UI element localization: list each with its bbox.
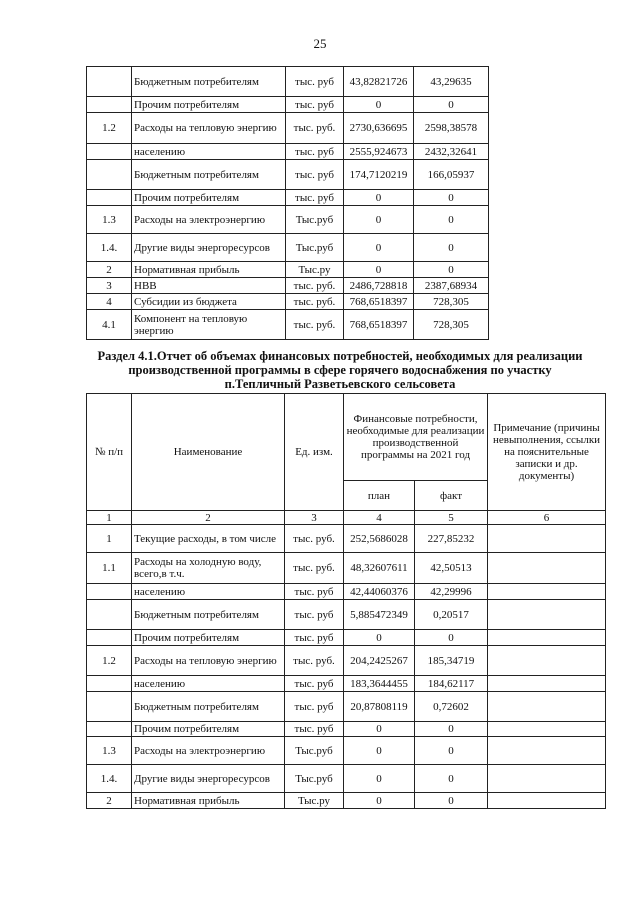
row-name: Расходы на электроэнергию xyxy=(132,206,286,234)
row-name: Другие виды энергоресурсов xyxy=(132,234,286,262)
bottom-financial-table xyxy=(86,393,606,809)
row-name: Нормативная прибыль xyxy=(132,793,285,809)
table-row xyxy=(87,190,489,206)
row-name: Нормативная прибыль xyxy=(132,262,286,278)
row-fact: 0 xyxy=(414,262,489,278)
table-row xyxy=(87,722,606,737)
table-row xyxy=(87,234,489,262)
row-fact: 0 xyxy=(415,765,488,793)
row-unit: тыс. руб xyxy=(286,160,344,190)
header-finance: Финансовые потребности, необходимые для реализации производственной программы на 2021 год xyxy=(344,394,488,481)
row-fact: 0 xyxy=(414,206,489,234)
row-unit: тыс. руб xyxy=(286,97,344,113)
row-unit: тыс. руб xyxy=(285,676,344,692)
row-fact: 227,85232 xyxy=(415,525,488,553)
row-name: населению xyxy=(132,676,285,692)
row-fact: 2432,32641 xyxy=(414,144,489,160)
row-number xyxy=(87,722,132,737)
table-row xyxy=(87,525,606,553)
top-financial-table xyxy=(86,66,489,340)
row-number: 2 xyxy=(87,793,132,809)
row-number xyxy=(87,144,132,160)
row-plan: 0 xyxy=(344,737,415,765)
row-plan: 0 xyxy=(344,722,415,737)
row-number xyxy=(87,630,132,646)
row-name: Текущие расходы, в том числе xyxy=(132,525,285,553)
table-row xyxy=(87,294,489,310)
table-row xyxy=(87,310,489,340)
table-row xyxy=(87,97,489,113)
table-row xyxy=(87,113,489,144)
row-fact: 184,62117 xyxy=(415,676,488,692)
row-note xyxy=(488,600,606,630)
row-name: Расходы на электроэнергию xyxy=(132,737,285,765)
row-note xyxy=(488,676,606,692)
row-fact: 0 xyxy=(415,793,488,809)
row-note xyxy=(488,525,606,553)
row-number xyxy=(87,676,132,692)
table-row xyxy=(87,144,489,160)
row-unit: Тыс.руб xyxy=(286,206,344,234)
row-number: 1.3 xyxy=(87,737,132,765)
row-number xyxy=(87,190,132,206)
row-plan: 252,5686028 xyxy=(344,525,415,553)
row-plan: 20,87808119 xyxy=(344,692,415,722)
row-unit: тыс. руб. xyxy=(285,525,344,553)
row-name: Прочим потребителям xyxy=(132,630,285,646)
row-plan: 0 xyxy=(344,206,414,234)
row-note xyxy=(488,793,606,809)
row-plan: 0 xyxy=(344,793,415,809)
row-name: Прочим потребителям xyxy=(132,190,286,206)
row-plan: 174,7120219 xyxy=(344,160,414,190)
row-number: 2 xyxy=(87,262,132,278)
row-fact: 0 xyxy=(414,234,489,262)
row-fact: 0 xyxy=(415,737,488,765)
row-plan: 183,3644455 xyxy=(344,676,415,692)
row-number: 1.4. xyxy=(87,234,132,262)
row-plan: 0 xyxy=(344,190,414,206)
row-number: 1.4. xyxy=(87,765,132,793)
row-plan: 0 xyxy=(344,262,414,278)
top-table-body xyxy=(87,67,489,340)
table-row xyxy=(87,793,606,809)
row-unit: тыс. руб xyxy=(285,584,344,600)
row-note xyxy=(488,553,606,584)
table-row xyxy=(87,765,606,793)
row-number: 4.1 xyxy=(87,310,132,340)
row-note xyxy=(488,692,606,722)
row-name: Компонент на тепловую энергию xyxy=(132,310,286,340)
row-plan: 0 xyxy=(344,630,415,646)
row-unit: тыс. руб. xyxy=(286,310,344,340)
header-name: Наименование xyxy=(132,394,285,511)
row-plan: 0 xyxy=(344,765,415,793)
row-plan: 5,885472349 xyxy=(344,600,415,630)
column-index-5: 5 xyxy=(415,511,488,525)
row-unit: Тыс.руб xyxy=(285,765,344,793)
table-row xyxy=(87,584,606,600)
row-name: населению xyxy=(132,144,286,160)
row-unit: Тыс.руб xyxy=(286,234,344,262)
column-index-6: 6 xyxy=(488,511,606,525)
table-row xyxy=(87,262,489,278)
row-unit: тыс. руб xyxy=(285,722,344,737)
row-fact: 43,29635 xyxy=(414,67,489,97)
row-unit: тыс. руб xyxy=(286,190,344,206)
row-unit: тыс. руб xyxy=(286,67,344,97)
row-name: Бюджетным потребителям xyxy=(132,600,285,630)
row-number xyxy=(87,97,132,113)
row-name: Расходы на тепловую энергию xyxy=(132,646,285,676)
row-plan: 768,6518397 xyxy=(344,310,414,340)
row-fact: 728,305 xyxy=(414,294,489,310)
row-name: НВВ xyxy=(132,278,286,294)
table-row xyxy=(87,646,606,676)
column-index-1: 1 xyxy=(87,511,132,525)
row-fact: 2598,38578 xyxy=(414,113,489,144)
page-number: 25 xyxy=(313,36,327,51)
row-plan: 42,44060376 xyxy=(344,584,415,600)
row-fact: 166,05937 xyxy=(414,160,489,190)
row-name: Бюджетным потребителям xyxy=(132,160,286,190)
row-number: 4 xyxy=(87,294,132,310)
table-row xyxy=(87,676,606,692)
row-name: населению xyxy=(132,584,285,600)
row-unit: тыс. руб. xyxy=(286,294,344,310)
row-number: 1.1 xyxy=(87,553,132,584)
row-note xyxy=(488,737,606,765)
row-plan: 48,32607611 xyxy=(344,553,415,584)
row-number: 1.2 xyxy=(87,113,132,144)
column-index-2: 2 xyxy=(132,511,285,525)
row-plan: 0 xyxy=(344,97,414,113)
row-fact: 0 xyxy=(414,97,489,113)
table-row xyxy=(87,630,606,646)
row-fact: 0 xyxy=(414,190,489,206)
row-number: 1.3 xyxy=(87,206,132,234)
header-number: № п/п xyxy=(87,394,132,511)
row-unit: Тыс.ру xyxy=(286,262,344,278)
row-note xyxy=(488,630,606,646)
header-plan: план xyxy=(344,481,415,511)
row-plan: 43,82821726 xyxy=(344,67,414,97)
row-number xyxy=(87,67,132,97)
row-name: Другие виды энергоресурсов xyxy=(132,765,285,793)
row-note xyxy=(488,584,606,600)
row-name: Прочим потребителям xyxy=(132,722,285,737)
row-unit: тыс. руб. xyxy=(286,113,344,144)
table-row xyxy=(87,206,489,234)
row-unit: тыс. руб. xyxy=(286,278,344,294)
row-fact: 0 xyxy=(415,630,488,646)
row-plan: 204,2425267 xyxy=(344,646,415,676)
row-name: Прочим потребителям xyxy=(132,97,286,113)
row-fact: 42,50513 xyxy=(415,553,488,584)
table-row xyxy=(87,600,606,630)
row-plan: 768,6518397 xyxy=(344,294,414,310)
row-fact: 42,29996 xyxy=(415,584,488,600)
row-name: Расходы на тепловую энергию xyxy=(132,113,286,144)
table-row xyxy=(87,67,489,97)
row-note xyxy=(488,646,606,676)
row-unit: тыс. руб xyxy=(285,630,344,646)
row-fact: 0,20517 xyxy=(415,600,488,630)
row-number xyxy=(87,584,132,600)
row-number: 1 xyxy=(87,525,132,553)
row-number: 1.2 xyxy=(87,646,132,676)
table-row xyxy=(87,737,606,765)
header-note: Примечание (причины невыполнения, ссылки на пояснительные записки и др. документы) xyxy=(488,394,606,511)
bottom-table-body xyxy=(87,525,606,809)
table-row xyxy=(87,160,489,190)
row-name: Субсидии из бюджета xyxy=(132,294,286,310)
table-row xyxy=(87,692,606,722)
row-fact: 0 xyxy=(415,722,488,737)
column-index-3: 3 xyxy=(285,511,344,525)
section-heading: Раздел 4.1.Отчет об объемах финансовых потребностей, необходимых для реализации производственной программы в сфере горячего водоснабжения по участку п.Тепличный Разветьевского сельсовета xyxy=(97,349,583,391)
table-row xyxy=(87,278,489,294)
row-note xyxy=(488,765,606,793)
row-plan: 2486,728818 xyxy=(344,278,414,294)
row-name: Бюджетным потребителям xyxy=(132,67,286,97)
row-unit: тыс. руб xyxy=(285,600,344,630)
row-plan: 2730,636695 xyxy=(344,113,414,144)
row-plan: 2555,924673 xyxy=(344,144,414,160)
column-index-4: 4 xyxy=(344,511,415,525)
row-note xyxy=(488,722,606,737)
row-name: Расходы на холодную воду, всего,в т.ч. xyxy=(132,553,285,584)
header-fact: факт xyxy=(415,481,488,511)
row-number xyxy=(87,692,132,722)
row-unit: тыс. руб xyxy=(286,144,344,160)
row-number: 3 xyxy=(87,278,132,294)
row-unit: тыс. руб. xyxy=(285,553,344,584)
row-fact: 728,305 xyxy=(414,310,489,340)
row-plan: 0 xyxy=(344,234,414,262)
row-unit: тыс. руб. xyxy=(285,646,344,676)
row-unit: Тыс.руб xyxy=(285,737,344,765)
header-unit: Ед. изм. xyxy=(285,394,344,511)
table-row xyxy=(87,553,606,584)
row-fact: 2387,68934 xyxy=(414,278,489,294)
row-unit: Тыс.ру xyxy=(285,793,344,809)
row-name: Бюджетным потребителям xyxy=(132,692,285,722)
row-fact: 0,72602 xyxy=(415,692,488,722)
row-unit: тыс. руб xyxy=(285,692,344,722)
row-number xyxy=(87,160,132,190)
row-number xyxy=(87,600,132,630)
row-fact: 185,34719 xyxy=(415,646,488,676)
